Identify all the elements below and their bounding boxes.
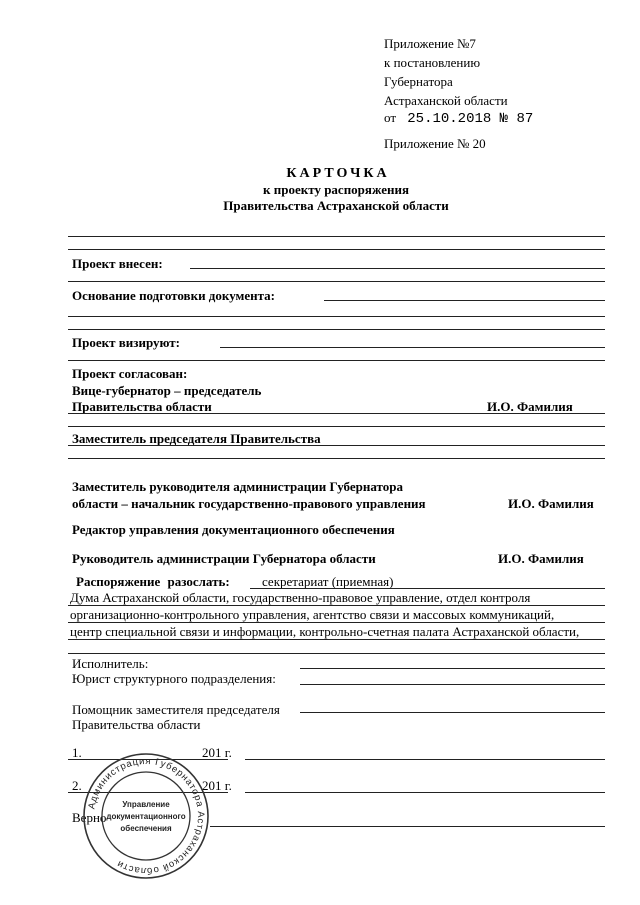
rule <box>68 236 605 237</box>
item1-number: 1. <box>72 745 82 760</box>
appendix-line-4: Астраханской области <box>384 93 508 108</box>
distribution-label: Распоряжение разослать: <box>76 574 230 589</box>
rule <box>68 426 605 427</box>
rule <box>68 445 605 446</box>
seal-center-3: обеспечения <box>120 824 172 833</box>
rule <box>68 653 605 654</box>
distribution-line-1: Дума Астраханской области, государственно-правовое управление, отдел контроля <box>70 590 531 605</box>
field-submitted-label: Проект внесен: <box>72 256 163 271</box>
signer-vice-gov-1: Вице-губернатор – председатель <box>72 383 262 398</box>
seal-center-2: документационного <box>106 812 186 821</box>
signer-vice-gov-name: И.О. Фамилия <box>487 399 573 414</box>
seal-icon <box>82 752 210 880</box>
appendix-line-3: Губернатора <box>384 74 453 89</box>
signer-admin-head-name: И.О. Фамилия <box>498 551 584 566</box>
appendix-20: Приложение № 20 <box>384 136 486 151</box>
appendix-line-1: Приложение №7 <box>384 36 476 51</box>
rule <box>68 316 605 317</box>
signer-editor: Редактор управления документационного обеспечения <box>72 522 395 537</box>
lawyer-line <box>300 684 605 685</box>
field-agreed-label: Проект согласован: <box>72 366 188 381</box>
lawyer-label: Юрист структурного подразделения: <box>72 671 276 686</box>
signer-deputy-head-1: Заместитель руководителя администрации Губернатора <box>72 479 403 494</box>
rule <box>68 458 605 459</box>
appendix-date-value: 25.10.2018 № 87 <box>407 111 534 127</box>
signer-vice-gov-2: Правительства области <box>72 399 212 414</box>
rule <box>68 249 605 250</box>
appendix-date <box>384 110 533 127</box>
item1-year: 201 г. <box>202 745 232 760</box>
item2-sign-line <box>245 792 605 793</box>
appendix-date-prefix: от <box>384 110 397 125</box>
assistant-line <box>300 712 605 713</box>
distribution-line-0 <box>250 588 605 589</box>
page-subtitle-2: Правительства Астраханской области <box>223 198 449 213</box>
executor-label: Исполнитель: <box>72 656 149 671</box>
distribution-line-2: организационно-контрольного управления, агентство связи и массовых коммуникаций, <box>70 607 555 622</box>
rule <box>68 413 605 414</box>
appendix-line-2: к постановлению <box>384 55 481 70</box>
item2-year: 201 г. <box>202 778 232 793</box>
assistant-label-2: Правительства области <box>72 717 201 732</box>
rule <box>68 639 605 640</box>
field-visas-label: Проект визируют: <box>72 335 180 350</box>
seal-stamp <box>82 752 210 880</box>
signer-admin-head: Руководитель администрации Губернатора области <box>72 551 376 566</box>
field-basis-line <box>324 300 605 301</box>
distribution-value-0: секретариат (приемная) <box>262 574 394 589</box>
item2-number: 2. <box>72 778 82 793</box>
rule <box>68 622 605 623</box>
assistant-label-1: Помощник заместителя председателя <box>72 702 280 717</box>
seal-ring-text: Администрация Губернатора Астраханской области <box>86 755 207 877</box>
executor-line <box>300 668 605 669</box>
field-basis-label: Основание подготовки документа: <box>72 288 276 303</box>
signer-deputy-head-2: области – начальник государственно-правового управления <box>72 496 426 511</box>
page-title: КАРТОЧКА <box>286 166 390 181</box>
rule <box>68 281 605 282</box>
item1-sign-line <box>245 759 605 760</box>
rule <box>68 605 605 606</box>
distribution-line-3: центр специальной связи и информации, контрольно-счетная палата Астраханской области, <box>70 624 580 639</box>
signer-deputy: Заместитель председателя Правительства <box>72 431 321 446</box>
rule <box>68 360 605 361</box>
seal-center-1: Управление <box>122 800 170 809</box>
field-submitted-line <box>190 268 605 269</box>
verno-line <box>210 826 605 827</box>
signer-deputy-head-name: И.О. Фамилия <box>508 496 594 511</box>
page-subtitle-1: к проекту распоряжения <box>263 182 409 197</box>
field-visas-line <box>220 347 605 348</box>
verno-label: Верно <box>72 810 107 825</box>
rule <box>68 329 605 330</box>
